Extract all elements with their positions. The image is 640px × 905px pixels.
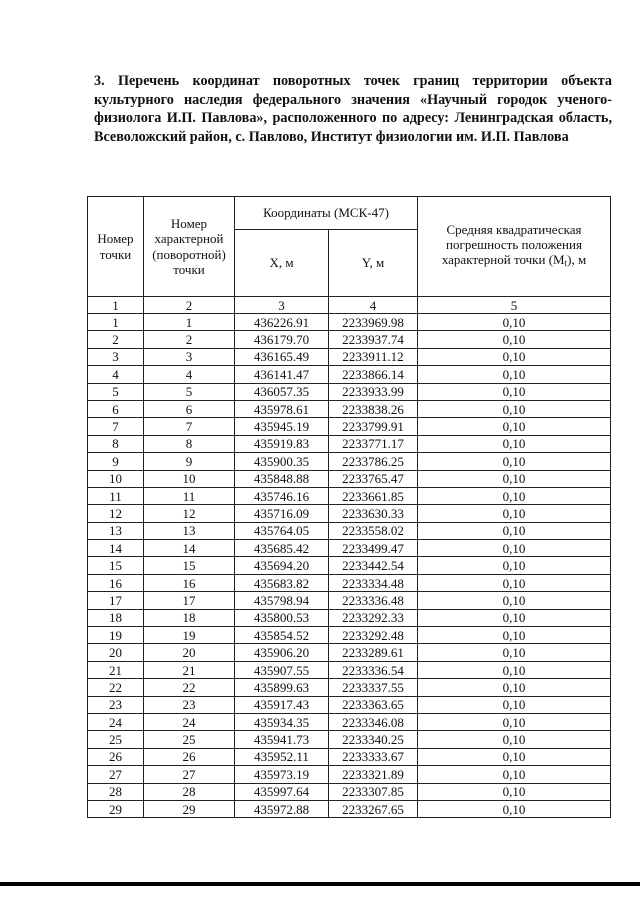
cell-x: 436165.49 xyxy=(235,348,329,365)
table-row xyxy=(88,331,611,348)
cell-char-point-number: 8 xyxy=(144,435,235,452)
cell-y: 2233334.48 xyxy=(329,574,418,591)
column-index: 1 xyxy=(88,297,144,314)
cell-point-number: 18 xyxy=(88,609,144,626)
cell-error: 0,10 xyxy=(418,540,611,557)
cell-y: 2233336.54 xyxy=(329,661,418,678)
cell-error: 0,10 xyxy=(418,435,611,452)
column-index: 3 xyxy=(235,297,329,314)
cell-char-point-number: 5 xyxy=(144,383,235,400)
cell-y: 2233321.89 xyxy=(329,766,418,783)
cell-point-number: 10 xyxy=(88,470,144,487)
cell-error: 0,10 xyxy=(418,331,611,348)
cell-x: 436226.91 xyxy=(235,314,329,331)
table-row xyxy=(88,453,611,470)
cell-char-point-number: 18 xyxy=(144,609,235,626)
cell-point-number: 29 xyxy=(88,800,144,817)
cell-y: 2233661.85 xyxy=(329,487,418,504)
cell-point-number: 16 xyxy=(88,574,144,591)
cell-y: 2233499.47 xyxy=(329,540,418,557)
cell-x: 435945.19 xyxy=(235,418,329,435)
cell-point-number: 15 xyxy=(88,557,144,574)
table-row xyxy=(88,314,611,331)
cell-y: 2233933.99 xyxy=(329,383,418,400)
cell-char-point-number: 20 xyxy=(144,644,235,661)
column-index-row xyxy=(88,297,611,314)
header-point-number: Номер точки xyxy=(88,197,144,297)
cell-x: 435798.94 xyxy=(235,592,329,609)
cell-error: 0,10 xyxy=(418,783,611,800)
cell-error: 0,10 xyxy=(418,505,611,522)
cell-y: 2233937.74 xyxy=(329,331,418,348)
cell-point-number: 1 xyxy=(88,314,144,331)
cell-y: 2233307.85 xyxy=(329,783,418,800)
table-row xyxy=(88,348,611,365)
cell-x: 435952.11 xyxy=(235,748,329,765)
cell-error: 0,10 xyxy=(418,383,611,400)
cell-char-point-number: 16 xyxy=(144,574,235,591)
cell-x: 435978.61 xyxy=(235,400,329,417)
cell-char-point-number: 2 xyxy=(144,331,235,348)
cell-char-point-number: 17 xyxy=(144,592,235,609)
cell-y: 2233799.91 xyxy=(329,418,418,435)
cell-y: 2233786.25 xyxy=(329,453,418,470)
cell-y: 2233363.65 xyxy=(329,696,418,713)
table-row xyxy=(88,400,611,417)
cell-x: 435941.73 xyxy=(235,731,329,748)
header-x: X, м xyxy=(235,230,329,297)
cell-x: 435899.63 xyxy=(235,679,329,696)
column-index: 5 xyxy=(418,297,611,314)
scan-bottom-edge xyxy=(0,882,640,886)
cell-x: 435800.53 xyxy=(235,609,329,626)
cell-char-point-number: 14 xyxy=(144,540,235,557)
cell-point-number: 28 xyxy=(88,783,144,800)
table-row xyxy=(88,713,611,730)
header-char-point-number: Номер характерной (поворотной) точки xyxy=(144,197,235,297)
cell-error: 0,10 xyxy=(418,400,611,417)
cell-error: 0,10 xyxy=(418,522,611,539)
cell-x: 435972.88 xyxy=(235,800,329,817)
coordinates-table xyxy=(87,196,611,818)
table-row xyxy=(88,644,611,661)
cell-y: 2233292.33 xyxy=(329,609,418,626)
cell-x: 436057.35 xyxy=(235,383,329,400)
cell-point-number: 5 xyxy=(88,383,144,400)
cell-point-number: 27 xyxy=(88,766,144,783)
cell-point-number: 14 xyxy=(88,540,144,557)
table-row xyxy=(88,679,611,696)
cell-error: 0,10 xyxy=(418,453,611,470)
cell-char-point-number: 12 xyxy=(144,505,235,522)
cell-char-point-number: 4 xyxy=(144,366,235,383)
cell-point-number: 19 xyxy=(88,627,144,644)
cell-char-point-number: 6 xyxy=(144,400,235,417)
cell-y: 2233558.02 xyxy=(329,522,418,539)
cell-char-point-number: 3 xyxy=(144,348,235,365)
cell-x: 435919.83 xyxy=(235,435,329,452)
table-row xyxy=(88,696,611,713)
cell-error: 0,10 xyxy=(418,366,611,383)
table-row xyxy=(88,435,611,452)
cell-x: 435907.55 xyxy=(235,661,329,678)
cell-point-number: 23 xyxy=(88,696,144,713)
cell-point-number: 7 xyxy=(88,418,144,435)
cell-error: 0,10 xyxy=(418,557,611,574)
cell-y: 2233630.33 xyxy=(329,505,418,522)
table-row xyxy=(88,592,611,609)
cell-error: 0,10 xyxy=(418,348,611,365)
table-row xyxy=(88,609,611,626)
table-row xyxy=(88,487,611,504)
cell-point-number: 12 xyxy=(88,505,144,522)
cell-char-point-number: 1 xyxy=(144,314,235,331)
cell-char-point-number: 9 xyxy=(144,453,235,470)
cell-char-point-number: 22 xyxy=(144,679,235,696)
cell-point-number: 22 xyxy=(88,679,144,696)
cell-x: 435854.52 xyxy=(235,627,329,644)
cell-point-number: 13 xyxy=(88,522,144,539)
table-row xyxy=(88,766,611,783)
cell-y: 2233337.55 xyxy=(329,679,418,696)
cell-char-point-number: 29 xyxy=(144,800,235,817)
cell-error: 0,10 xyxy=(418,418,611,435)
cell-point-number: 20 xyxy=(88,644,144,661)
cell-error: 0,10 xyxy=(418,627,611,644)
cell-char-point-number: 7 xyxy=(144,418,235,435)
cell-char-point-number: 15 xyxy=(144,557,235,574)
table-row xyxy=(88,418,611,435)
cell-x: 435997.64 xyxy=(235,783,329,800)
cell-point-number: 9 xyxy=(88,453,144,470)
column-index: 4 xyxy=(329,297,418,314)
cell-y: 2233340.25 xyxy=(329,731,418,748)
cell-x: 435683.82 xyxy=(235,574,329,591)
cell-x: 436141.47 xyxy=(235,366,329,383)
table-row xyxy=(88,800,611,817)
header-mean-square-error xyxy=(418,197,611,297)
cell-y: 2233838.26 xyxy=(329,400,418,417)
coordinates-table-body xyxy=(88,314,611,818)
cell-y: 2233866.14 xyxy=(329,366,418,383)
cell-point-number: 2 xyxy=(88,331,144,348)
table-row xyxy=(88,661,611,678)
cell-x: 435848.88 xyxy=(235,470,329,487)
cell-x: 435746.16 xyxy=(235,487,329,504)
cell-point-number: 6 xyxy=(88,400,144,417)
section-heading xyxy=(94,72,612,146)
cell-x: 435973.19 xyxy=(235,766,329,783)
table-row xyxy=(88,783,611,800)
cell-error: 0,10 xyxy=(418,487,611,504)
cell-x: 435934.35 xyxy=(235,713,329,730)
cell-char-point-number: 28 xyxy=(144,783,235,800)
table-row xyxy=(88,470,611,487)
header-error-main: Средняя квадратическая погрешность положения характерной точки (M xyxy=(441,221,582,268)
table-row xyxy=(88,505,611,522)
cell-x: 435685.42 xyxy=(235,540,329,557)
table-row xyxy=(88,557,611,574)
cell-point-number: 3 xyxy=(88,348,144,365)
cell-error: 0,10 xyxy=(418,766,611,783)
table-row xyxy=(88,383,611,400)
cell-error: 0,10 xyxy=(418,592,611,609)
cell-point-number: 21 xyxy=(88,661,144,678)
table-row xyxy=(88,366,611,383)
cell-point-number: 24 xyxy=(88,713,144,730)
cell-x: 435716.09 xyxy=(235,505,329,522)
cell-error: 0,10 xyxy=(418,314,611,331)
column-index: 2 xyxy=(144,297,235,314)
cell-error: 0,10 xyxy=(418,731,611,748)
cell-char-point-number: 13 xyxy=(144,522,235,539)
cell-y: 2233267.65 xyxy=(329,800,418,817)
cell-x: 435694.20 xyxy=(235,557,329,574)
cell-error: 0,10 xyxy=(418,470,611,487)
header-y: Y, м xyxy=(329,230,418,297)
cell-char-point-number: 24 xyxy=(144,713,235,730)
cell-error: 0,10 xyxy=(418,574,611,591)
cell-error: 0,10 xyxy=(418,800,611,817)
table-row xyxy=(88,627,611,644)
cell-char-point-number: 25 xyxy=(144,731,235,748)
cell-point-number: 11 xyxy=(88,487,144,504)
cell-point-number: 26 xyxy=(88,748,144,765)
cell-error: 0,10 xyxy=(418,609,611,626)
cell-error: 0,10 xyxy=(418,661,611,678)
cell-y: 2233289.61 xyxy=(329,644,418,661)
table-row xyxy=(88,522,611,539)
section-heading-text: 3. Перечень координат поворотных точек границ территории объекта культурного наследия федерального значения «Научный городок ученого-физиолога И.П. Павлова», расположенного по адресу: Ленинградская область, Всеволожский район, с. Павлово, Институт физиологии им. И.П. Павлова xyxy=(94,73,612,145)
cell-y: 2233442.54 xyxy=(329,557,418,574)
cell-x: 435764.05 xyxy=(235,522,329,539)
coordinates-table-header xyxy=(88,197,611,314)
cell-point-number: 8 xyxy=(88,435,144,452)
cell-error: 0,10 xyxy=(418,713,611,730)
cell-char-point-number: 23 xyxy=(144,696,235,713)
cell-char-point-number: 26 xyxy=(144,748,235,765)
cell-y: 2233333.67 xyxy=(329,748,418,765)
cell-point-number: 25 xyxy=(88,731,144,748)
cell-char-point-number: 19 xyxy=(144,627,235,644)
cell-x: 435906.20 xyxy=(235,644,329,661)
cell-y: 2233771.17 xyxy=(329,435,418,452)
cell-error: 0,10 xyxy=(418,644,611,661)
table-row xyxy=(88,540,611,557)
table-row xyxy=(88,574,611,591)
cell-y: 2233969.98 xyxy=(329,314,418,331)
cell-y: 2233346.08 xyxy=(329,713,418,730)
header-error-subscript: t xyxy=(564,258,568,269)
cell-y: 2233336.48 xyxy=(329,592,418,609)
cell-point-number: 17 xyxy=(88,592,144,609)
cell-char-point-number: 10 xyxy=(144,470,235,487)
cell-x: 435917.43 xyxy=(235,696,329,713)
cell-error: 0,10 xyxy=(418,679,611,696)
cell-point-number: 4 xyxy=(88,366,144,383)
cell-y: 2233292.48 xyxy=(329,627,418,644)
cell-y: 2233765.47 xyxy=(329,470,418,487)
cell-error: 0,10 xyxy=(418,696,611,713)
table-row xyxy=(88,748,611,765)
cell-char-point-number: 11 xyxy=(144,487,235,504)
cell-error: 0,10 xyxy=(418,748,611,765)
header-coordinates-group: Координаты (МСК-47) xyxy=(235,197,418,230)
cell-char-point-number: 27 xyxy=(144,766,235,783)
cell-x: 435900.35 xyxy=(235,453,329,470)
header-error-tail: ), м xyxy=(567,252,587,268)
cell-char-point-number: 21 xyxy=(144,661,235,678)
cell-y: 2233911.12 xyxy=(329,348,418,365)
table-row xyxy=(88,731,611,748)
cell-x: 436179.70 xyxy=(235,331,329,348)
